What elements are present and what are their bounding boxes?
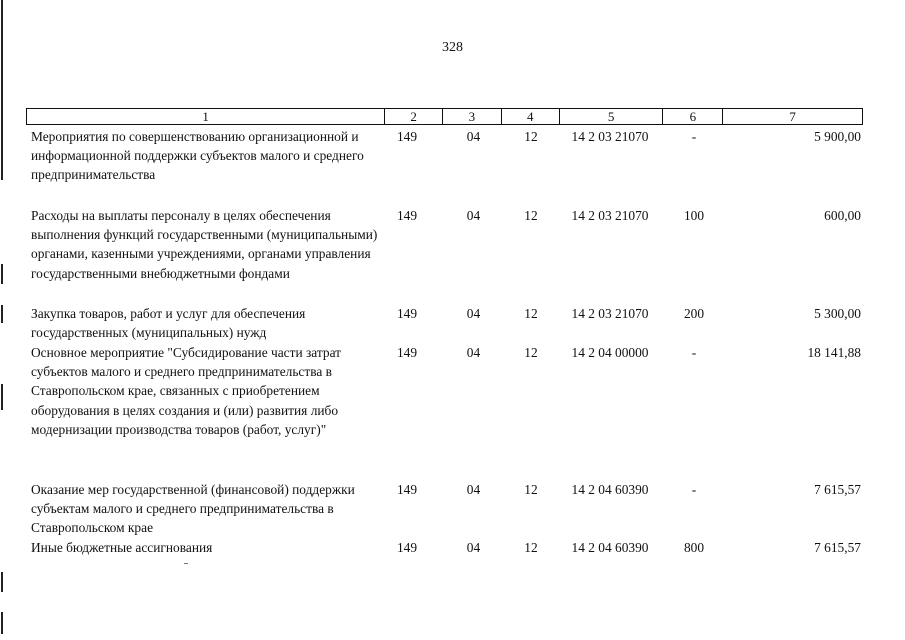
- row-csr: 14 2 03 21070: [571, 129, 649, 144]
- scan-speck: [184, 563, 188, 564]
- row-rz: 04: [466, 306, 481, 321]
- scan-edge-mark: [1, 384, 3, 410]
- row-csr: 14 2 04 00000: [571, 345, 649, 360]
- row-grbs: 149: [396, 208, 418, 223]
- row-vr: 100: [683, 208, 705, 223]
- column-header: 2: [385, 109, 443, 124]
- row-pr: 12: [524, 540, 538, 555]
- row-name: Основное мероприятие "Субсидирование части затрат субъектов малого и среднего предпринимательства в Ставропольском крае, связанных с приобретением оборудования в целях создания и (или) развития либо модернизации производства товаров (работ, услуг)": [31, 345, 342, 437]
- scan-edge-mark: [1, 572, 3, 592]
- scan-edge-mark: [1, 264, 3, 284]
- row-pr: 12: [524, 208, 538, 223]
- scan-edge-mark: [1, 0, 3, 180]
- row-grbs: 149: [396, 540, 418, 555]
- row-vr: 200: [683, 306, 705, 321]
- row-sum: 5 900,00: [814, 129, 861, 144]
- row-pr: 12: [524, 482, 538, 497]
- table-header: [26, 108, 863, 125]
- table-row: [26, 127, 863, 185]
- column-header: 4: [502, 109, 560, 124]
- row-name: Закупка товаров, работ и услуг для обеспечения государственных (муниципальных) нужд: [31, 306, 306, 341]
- row-sum: 18 141,88: [807, 345, 861, 360]
- row-pr: 12: [524, 129, 538, 144]
- row-csr: 14 2 04 60390: [571, 540, 649, 555]
- row-csr: 14 2 03 21070: [571, 208, 649, 223]
- column-header: 1: [27, 109, 385, 124]
- table-row: [26, 538, 863, 557]
- scan-edge-mark: [1, 305, 3, 323]
- column-header: 6: [663, 109, 723, 124]
- row-rz: 04: [466, 345, 481, 360]
- table-row: [26, 480, 863, 538]
- row-csr: 14 2 04 60390: [571, 482, 649, 497]
- row-name: Расходы на выплаты персоналу в целях обеспечения выполнения функций государственными (муниципальными) органами, казенными учреждениями, органами управления государственными внебюджетными фондами: [31, 208, 378, 281]
- row-pr: 12: [524, 345, 538, 360]
- row-rz: 04: [466, 129, 481, 144]
- row-grbs: 149: [396, 306, 418, 321]
- page-number: 328: [442, 40, 463, 55]
- row-rz: 04: [466, 540, 481, 555]
- row-pr: 12: [524, 306, 538, 321]
- table-row: [26, 343, 863, 439]
- row-sum: 7 615,57: [814, 540, 861, 555]
- row-name: Оказание мер государственной (финансовой) поддержки субъектам малого и среднего предпринимательства в Ставропольском крае: [31, 482, 355, 536]
- row-rz: 04: [466, 208, 481, 223]
- column-header: 5: [560, 109, 664, 124]
- column-header: 7: [789, 109, 796, 124]
- row-name: Иные бюджетные ассигнования: [31, 540, 213, 555]
- table-row: [26, 304, 863, 342]
- row-grbs: 149: [396, 482, 418, 497]
- row-vr: -: [691, 482, 697, 497]
- scan-edge-mark: [1, 612, 3, 634]
- column-header: 3: [443, 109, 502, 124]
- row-sum: 5 300,00: [814, 306, 861, 321]
- table-row: [26, 206, 863, 283]
- row-name: Мероприятия по совершенствованию организационной и информационной поддержки субъектов малого и среднего предпринимательства: [31, 129, 364, 183]
- row-vr: -: [691, 345, 697, 360]
- row-grbs: 149: [396, 129, 418, 144]
- row-sum: 7 615,57: [814, 482, 861, 497]
- row-csr: 14 2 03 21070: [571, 306, 649, 321]
- row-grbs: 149: [396, 345, 418, 360]
- row-vr: -: [691, 129, 697, 144]
- row-vr: 800: [683, 540, 705, 555]
- row-sum: 600,00: [824, 208, 861, 223]
- row-rz: 04: [466, 482, 481, 497]
